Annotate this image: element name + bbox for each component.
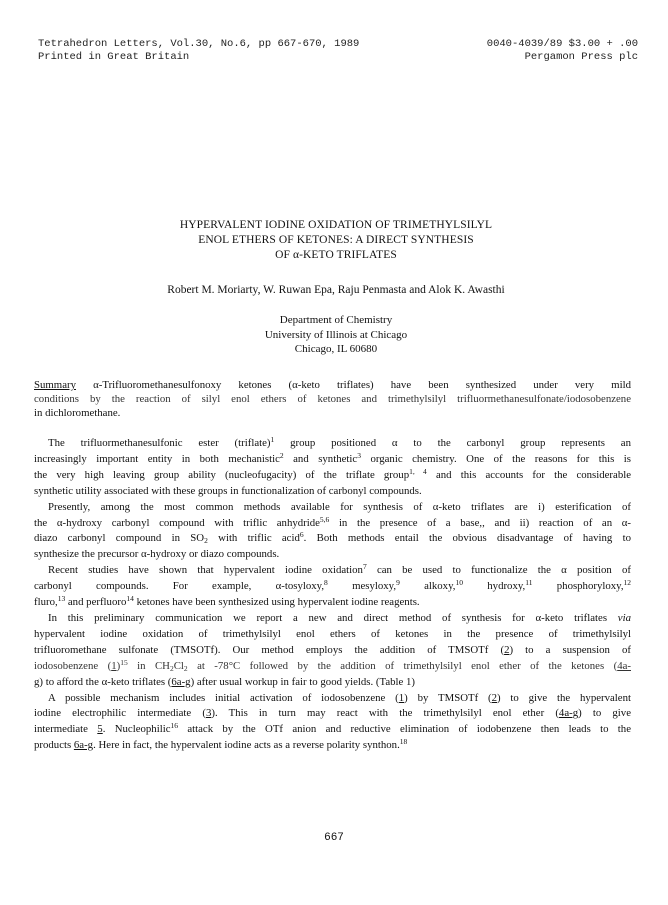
compound-number: 2 — [491, 691, 497, 704]
compound-number: 4a-g — [558, 707, 579, 720]
reference-mark: 2 — [279, 451, 284, 460]
affiliation-department: Department of Chemistry — [279, 314, 393, 326]
compound-number: g — [34, 675, 40, 688]
body-line: the very high leaving group ability (nucleofugacity) of the triflate group$^{1, 4}$ and this accounts for the considerable — [34, 467, 631, 481]
title-line-1: HYPERVALENT IODINE OXIDATION OF TRIMETHYLSILYL — [179, 219, 493, 231]
subscript: 2 — [204, 536, 208, 546]
compound-number: 6a-g — [73, 739, 94, 752]
reference-mark: 13 — [57, 595, 66, 604]
body-line: fluro,$^{13}$ and perfluoro$^{14}$ ketones have been synthesized using hypervalent iodine reagents. — [34, 595, 420, 609]
summary-line-3: in dichloromethane. — [34, 407, 121, 419]
reference-mark: 14 — [126, 595, 134, 604]
compound-number: 6a-g — [171, 675, 191, 688]
body-line: hypervalent iodine oxidation of trimethylsilyl enol ethers of ketones in the presence of trimethylsilyl — [34, 627, 631, 640]
body-line: The trifluormethanesulfonic ester (triflate)$^1$ group positioned α to the carbonyl group represents an — [48, 436, 631, 449]
reference-mark: 3 — [357, 451, 361, 460]
affiliation-university: University of Illinois at Chicago — [264, 328, 408, 341]
reference-mark: 15 — [120, 658, 128, 667]
publisher-name: Pergamon Press plc — [524, 51, 638, 63]
article-price-code: 0040-4039/89 $3.00 + .00 — [486, 38, 638, 50]
body-line: intermediate 5. Nucleophilic$^{16}$ attack by the OTf anion and reductive elimination of iodobenzene then leads to the — [34, 722, 631, 736]
summary-block — [34, 378, 631, 420]
body-line: iodine electrophilic intermediate (3). This in turn may react with the trimethylsilyl enol ether (4a-g) to give — [34, 707, 631, 720]
body-line: synthetic utility associated with these groups in functionalization of carbonyl compounds. — [34, 484, 422, 497]
article-body — [34, 436, 631, 754]
journal-citation: Tetrahedron Letters, Vol.30, No.6, pp 667-670, 1989 — [38, 38, 360, 50]
summary-line-2: conditions by the reaction of silyl enol ethers of ketones and trimethylsilyl trifluormethanesulfonate/iodosobenzene — [34, 393, 631, 405]
reference-mark: 8 — [324, 579, 328, 588]
subscript: 2 — [169, 663, 174, 673]
journal-header — [38, 38, 638, 64]
affiliation — [60, 313, 612, 357]
summary-line-1: α-Trifluoromethanesulfonoxy ketones (α-keto triflates) have been synthesized under very mild — [93, 379, 631, 391]
title-line-2: ENOL ETHERS OF KETONES: A DIRECT SYNTHESIS — [198, 234, 474, 246]
body-line: iodosobenzene $(1)^{15}$ in $CH_2Cl_2$ at -78°C followed by the addition of trimethylsilyl enol ether of the ketones (4a- — [34, 658, 631, 673]
body-line: Recent studies have shown that hypervalent iodine oxidation$^7$ can be used to functionalize the α position of — [48, 563, 631, 577]
body-line: products 6a-g. Here in fact, the hypervalent iodine acts as a reverse polarity synthon.$^{18}$ — [34, 738, 408, 752]
reference-mark: 11 — [525, 579, 533, 588]
printed-location: Printed in Great Britain — [38, 51, 190, 63]
reference-mark: 9 — [396, 579, 400, 588]
affiliation-city: Chicago, IL 60680 — [294, 343, 378, 355]
compound-number: 4a- — [617, 659, 631, 672]
body-line: synthesize the precursor α-hydroxy or diazo compounds. — [34, 548, 280, 561]
body-line: g) to afford the α-keto triflates (6a-g) after usual workup in fair to good yields. (Table 1) — [34, 675, 415, 688]
article-title — [80, 218, 592, 263]
compound-number: 1 — [398, 691, 405, 704]
reference-mark: 12 — [623, 579, 631, 588]
body-line: diazo carbonyl compound in $SO_2$ with triflic acid$^6$. Both methods entail the obvious disadvantage of having to — [34, 531, 631, 546]
subscript: 2 — [183, 663, 188, 673]
reference-mark: 18 — [399, 738, 408, 747]
reference-mark: 5,6 — [319, 515, 330, 524]
body-line: trifluoromethane sulfonate (TMSOTf). Our method employs the addition of TMSOTf (2) to a suspension of — [34, 643, 631, 656]
compound-number: 1 — [111, 659, 117, 672]
reference-mark: 6 — [299, 531, 304, 540]
reference-mark: 16 — [170, 722, 178, 731]
author-list: Robert M. Moriarty, W. Ruwan Epa, Raju Penmasta and Alok K. Awasthi — [167, 284, 505, 296]
compound-number: 3 — [205, 707, 212, 720]
body-line: In this preliminary communication we report a new and direct method of synthesis for α-keto triflates via — [48, 611, 631, 624]
body-line: A possible mechanism includes initial activation of iodosobenzene (1) by TMSOTf (2) to give the hypervalent — [48, 691, 631, 704]
reference-mark: 10 — [455, 579, 463, 588]
body-line: the α-hydroxy carbonyl compound with triflic anhydride$^{5,6}$ in the presence of a base,, and ii) reaction of an α- — [34, 515, 631, 529]
reference-mark: 1 — [270, 436, 275, 444]
compound-number: 2 — [504, 643, 510, 656]
reference-mark: 7 — [362, 563, 367, 572]
body-line: increasingly important entity in both mechanistic$^2$ and synthetic$^3$ organic chemistry. One of the reasons for this is — [34, 451, 631, 465]
compound-number: 5 — [97, 723, 103, 736]
body-line: carbonyl compounds. For example, α-tosyloxy,$^8$ mesyloxy,$^9$ alkoxy,$^{10}$ hydroxy,$^{11}$ phosphoryloxy,$^{12}$ — [34, 579, 631, 593]
title-line-3: OF α-KETO TRIFLATES — [275, 249, 397, 261]
page-number: 667 — [324, 832, 344, 844]
reference-mark: 1, 4 — [409, 467, 427, 476]
body-line: Presently, among the most common methods available for synthesis of α-keto triflates are i) esterification of — [48, 500, 631, 513]
italic-word: via — [617, 611, 631, 624]
summary-label: Summary — [34, 379, 76, 391]
